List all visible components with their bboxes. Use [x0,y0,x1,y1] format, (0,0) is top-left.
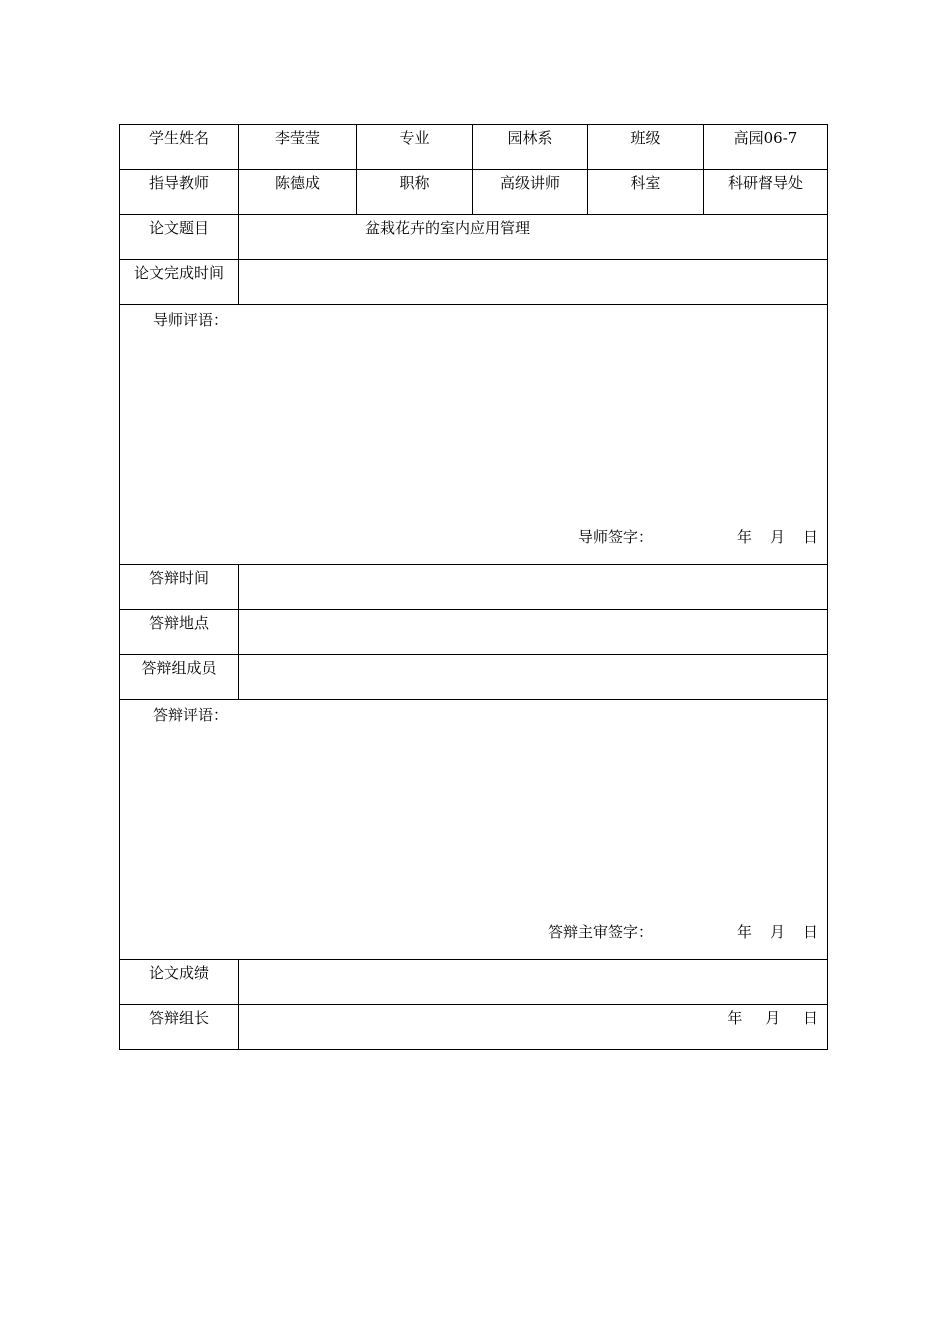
leader-sign-month: 月 [765,1009,781,1027]
advisor-sign-day: 日 [802,528,818,546]
major-label: 专业 [357,125,473,170]
advisor-sign-year: 年 [736,528,752,546]
defense-leader-row [120,1005,828,1050]
advisor-info-row [120,170,828,215]
defense-members-label: 答辩组成员 [120,655,239,700]
defense-signature-line [548,922,818,942]
defense-sign-year: 年 [736,923,752,941]
defense-members-value[interactable] [239,655,828,700]
thesis-grade-row [120,960,828,1005]
student-name-value: 李莹莹 [239,125,357,170]
thesis-title-row [120,215,828,260]
major-value: 园林系 [473,125,588,170]
defense-sign-month: 月 [769,923,785,941]
defense-place-value[interactable] [239,610,828,655]
defense-leader-date [727,1008,818,1028]
advisor-sign-month: 月 [769,528,785,546]
defense-place-label: 答辩地点 [120,610,239,655]
advisor-comment-label: 导师评语： [153,311,229,329]
defense-leader-value[interactable] [239,1005,828,1050]
class-label: 班级 [588,125,704,170]
defense-comment-area[interactable] [120,700,828,960]
department-value: 科研督导处 [704,170,828,215]
defense-time-value[interactable] [239,565,828,610]
advisor-value: 陈德成 [239,170,357,215]
defense-time-label: 答辩时间 [120,565,239,610]
defense-place-row [120,610,828,655]
class-value: 高园06-7 [704,125,828,170]
professional-title-label: 职称 [357,170,473,215]
leader-sign-year: 年 [727,1009,743,1027]
advisor-comment-row [120,305,828,565]
professional-title-value: 高级讲师 [473,170,588,215]
defense-signature-label: 答辩主审签字： [547,923,653,941]
thesis-grade-value[interactable] [239,960,828,1005]
thesis-title-value: 盆栽花卉的室内应用管理 [239,215,828,260]
defense-time-row [120,565,828,610]
department-label: 科室 [588,170,704,215]
defense-leader-label: 答辩组长 [120,1005,239,1050]
completion-time-label: 论文完成时间 [120,260,239,305]
defense-comment-row [120,700,828,960]
advisor-label: 指导教师 [120,170,239,215]
defense-members-row [120,655,828,700]
student-info-row [120,125,828,170]
advisor-comment-area[interactable] [120,305,828,565]
advisor-signature-label: 导师签字： [577,528,653,546]
defense-comment-label: 答辩评语： [153,706,229,724]
thesis-defense-form [119,124,828,1050]
advisor-signature-line [578,527,818,547]
thesis-title-label: 论文题目 [120,215,239,260]
completion-time-row [120,260,828,305]
completion-time-value[interactable] [239,260,828,305]
leader-sign-day: 日 [802,1009,818,1027]
thesis-grade-label: 论文成绩 [120,960,239,1005]
defense-sign-day: 日 [802,923,818,941]
student-name-label: 学生姓名 [120,125,239,170]
